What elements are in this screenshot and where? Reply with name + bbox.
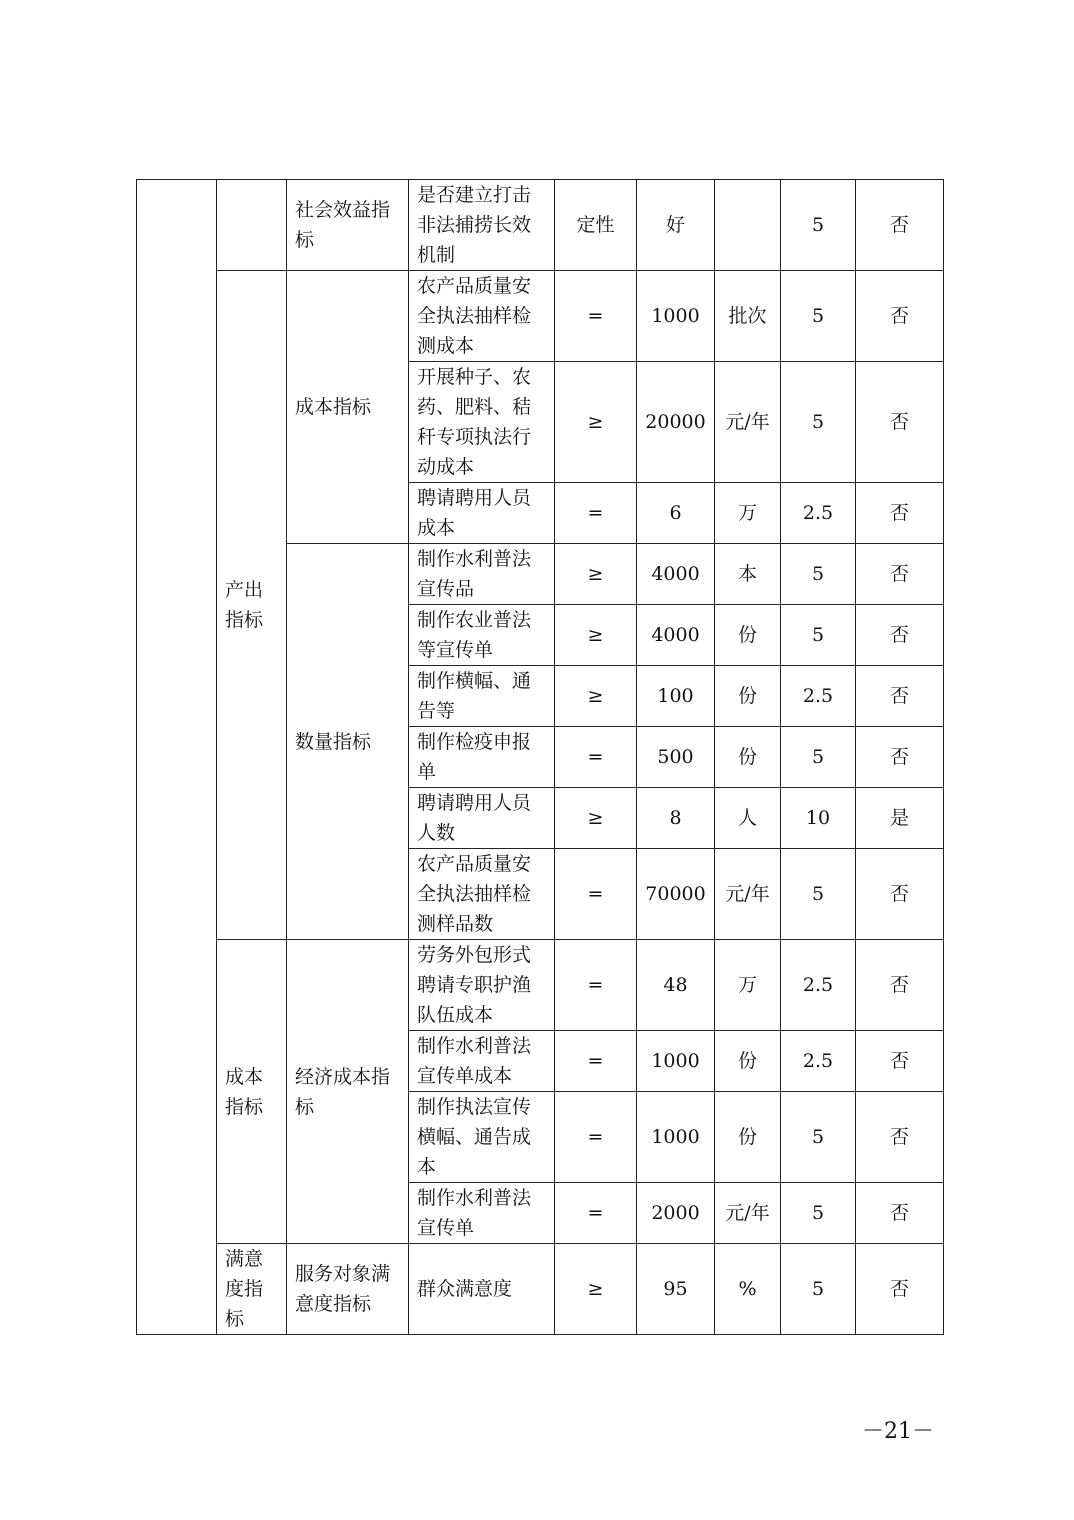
core-cell: 否 <box>856 1092 944 1183</box>
value-cell: 70000 <box>637 849 715 940</box>
core-cell: 否 <box>856 666 944 727</box>
weight-cell: 5 <box>781 271 856 362</box>
operator-cell: ≥ <box>555 544 637 605</box>
operator-cell: ≥ <box>555 788 637 849</box>
value-cell: 2000 <box>637 1183 715 1244</box>
unit-cell: 元/年 <box>715 849 781 940</box>
unit-cell: 元/年 <box>715 362 781 483</box>
level3-cell: 经济成本指标 <box>287 940 409 1244</box>
indicator-name-cell: 农产品质量安全执法抽样检测成本 <box>409 271 555 362</box>
core-cell: 否 <box>856 1183 944 1244</box>
indicator-name-cell: 制作检疫申报单 <box>409 727 555 788</box>
value-cell: 6 <box>637 483 715 544</box>
operator-cell: = <box>555 1183 637 1244</box>
indicator-name-cell: 开展种子、农药、肥料、秸秆专项执法行动成本 <box>409 362 555 483</box>
value-cell: 好 <box>637 180 715 271</box>
unit-cell: 人 <box>715 788 781 849</box>
operator-cell: ≥ <box>555 605 637 666</box>
level3-cell: 社会效益指标 <box>287 180 409 271</box>
indicator-name-cell: 制作执法宣传横幅、通告成本 <box>409 1092 555 1183</box>
indicator-name-cell: 制作水利普法宣传单 <box>409 1183 555 1244</box>
core-cell: 是 <box>856 788 944 849</box>
table-row <box>137 180 944 271</box>
value-cell: 95 <box>637 1244 715 1335</box>
indicator-name-cell: 聘请聘用人员成本 <box>409 483 555 544</box>
unit-cell: % <box>715 1244 781 1335</box>
operator-cell: ≥ <box>555 666 637 727</box>
level2-cell <box>217 180 287 271</box>
operator-cell: ≥ <box>555 1244 637 1335</box>
weight-cell: 5 <box>781 544 856 605</box>
value-cell: 20000 <box>637 362 715 483</box>
unit-cell: 万 <box>715 483 781 544</box>
table-row <box>137 940 944 1031</box>
level2-cell: 满意度指标 <box>217 1244 287 1335</box>
value-cell: 8 <box>637 788 715 849</box>
core-cell: 否 <box>856 271 944 362</box>
table-row <box>137 1244 944 1335</box>
weight-cell: 2.5 <box>781 1031 856 1092</box>
operator-cell: = <box>555 483 637 544</box>
core-cell: 否 <box>856 362 944 483</box>
core-cell: 否 <box>856 849 944 940</box>
operator-cell: = <box>555 849 637 940</box>
operator-cell: = <box>555 271 637 362</box>
level1-cell <box>137 180 217 1335</box>
weight-cell: 5 <box>781 605 856 666</box>
operator-cell: = <box>555 1031 637 1092</box>
indicator-name-cell: 群众满意度 <box>409 1244 555 1335</box>
operator-cell: = <box>555 727 637 788</box>
indicator-name-cell: 聘请聘用人员人数 <box>409 788 555 849</box>
core-cell: 否 <box>856 544 944 605</box>
indicator-table <box>136 179 944 1335</box>
unit-cell: 批次 <box>715 271 781 362</box>
core-cell: 否 <box>856 605 944 666</box>
indicator-name-cell: 制作横幅、通告等 <box>409 666 555 727</box>
value-cell: 48 <box>637 940 715 1031</box>
operator-cell: 定性 <box>555 180 637 271</box>
value-cell: 500 <box>637 727 715 788</box>
value-cell: 1000 <box>637 271 715 362</box>
core-cell: 否 <box>856 483 944 544</box>
indicator-name-cell: 制作水利普法宣传单成本 <box>409 1031 555 1092</box>
page-number: －21－ <box>862 1419 934 1444</box>
unit-cell: 份 <box>715 605 781 666</box>
weight-cell: 5 <box>781 727 856 788</box>
indicator-name-cell: 是否建立打击非法捕捞长效机制 <box>409 180 555 271</box>
weight-cell: 2.5 <box>781 940 856 1031</box>
weight-cell: 2.5 <box>781 483 856 544</box>
weight-cell: 10 <box>781 788 856 849</box>
table-row <box>137 271 944 362</box>
weight-cell: 5 <box>781 1183 856 1244</box>
core-cell: 否 <box>856 180 944 271</box>
indicator-name-cell: 制作农业普法等宣传单 <box>409 605 555 666</box>
weight-cell: 5 <box>781 1244 856 1335</box>
operator-cell: = <box>555 1092 637 1183</box>
weight-cell: 5 <box>781 180 856 271</box>
core-cell: 否 <box>856 1031 944 1092</box>
core-cell: 否 <box>856 940 944 1031</box>
level2-cell: 成本指标 <box>217 940 287 1244</box>
unit-cell: 份 <box>715 727 781 788</box>
level3-cell: 成本指标 <box>287 271 409 544</box>
weight-cell: 5 <box>781 849 856 940</box>
unit-cell: 元/年 <box>715 1183 781 1244</box>
unit-cell: 份 <box>715 666 781 727</box>
level2-cell: 产出指标 <box>217 271 287 940</box>
unit-cell: 万 <box>715 940 781 1031</box>
indicator-name-cell: 制作水利普法宣传品 <box>409 544 555 605</box>
value-cell: 4000 <box>637 544 715 605</box>
level3-cell: 服务对象满意度指标 <box>287 1244 409 1335</box>
unit-cell <box>715 180 781 271</box>
unit-cell: 份 <box>715 1031 781 1092</box>
unit-cell: 份 <box>715 1092 781 1183</box>
core-cell: 否 <box>856 727 944 788</box>
operator-cell: = <box>555 940 637 1031</box>
weight-cell: 2.5 <box>781 666 856 727</box>
indicator-name-cell: 农产品质量安全执法抽样检测样品数 <box>409 849 555 940</box>
value-cell: 1000 <box>637 1031 715 1092</box>
unit-cell: 本 <box>715 544 781 605</box>
weight-cell: 5 <box>781 1092 856 1183</box>
indicator-name-cell: 劳务外包形式聘请专职护渔队伍成本 <box>409 940 555 1031</box>
weight-cell: 5 <box>781 362 856 483</box>
core-cell: 否 <box>856 1244 944 1335</box>
operator-cell: ≥ <box>555 362 637 483</box>
value-cell: 4000 <box>637 605 715 666</box>
value-cell: 1000 <box>637 1092 715 1183</box>
level3-cell: 数量指标 <box>287 544 409 940</box>
value-cell: 100 <box>637 666 715 727</box>
